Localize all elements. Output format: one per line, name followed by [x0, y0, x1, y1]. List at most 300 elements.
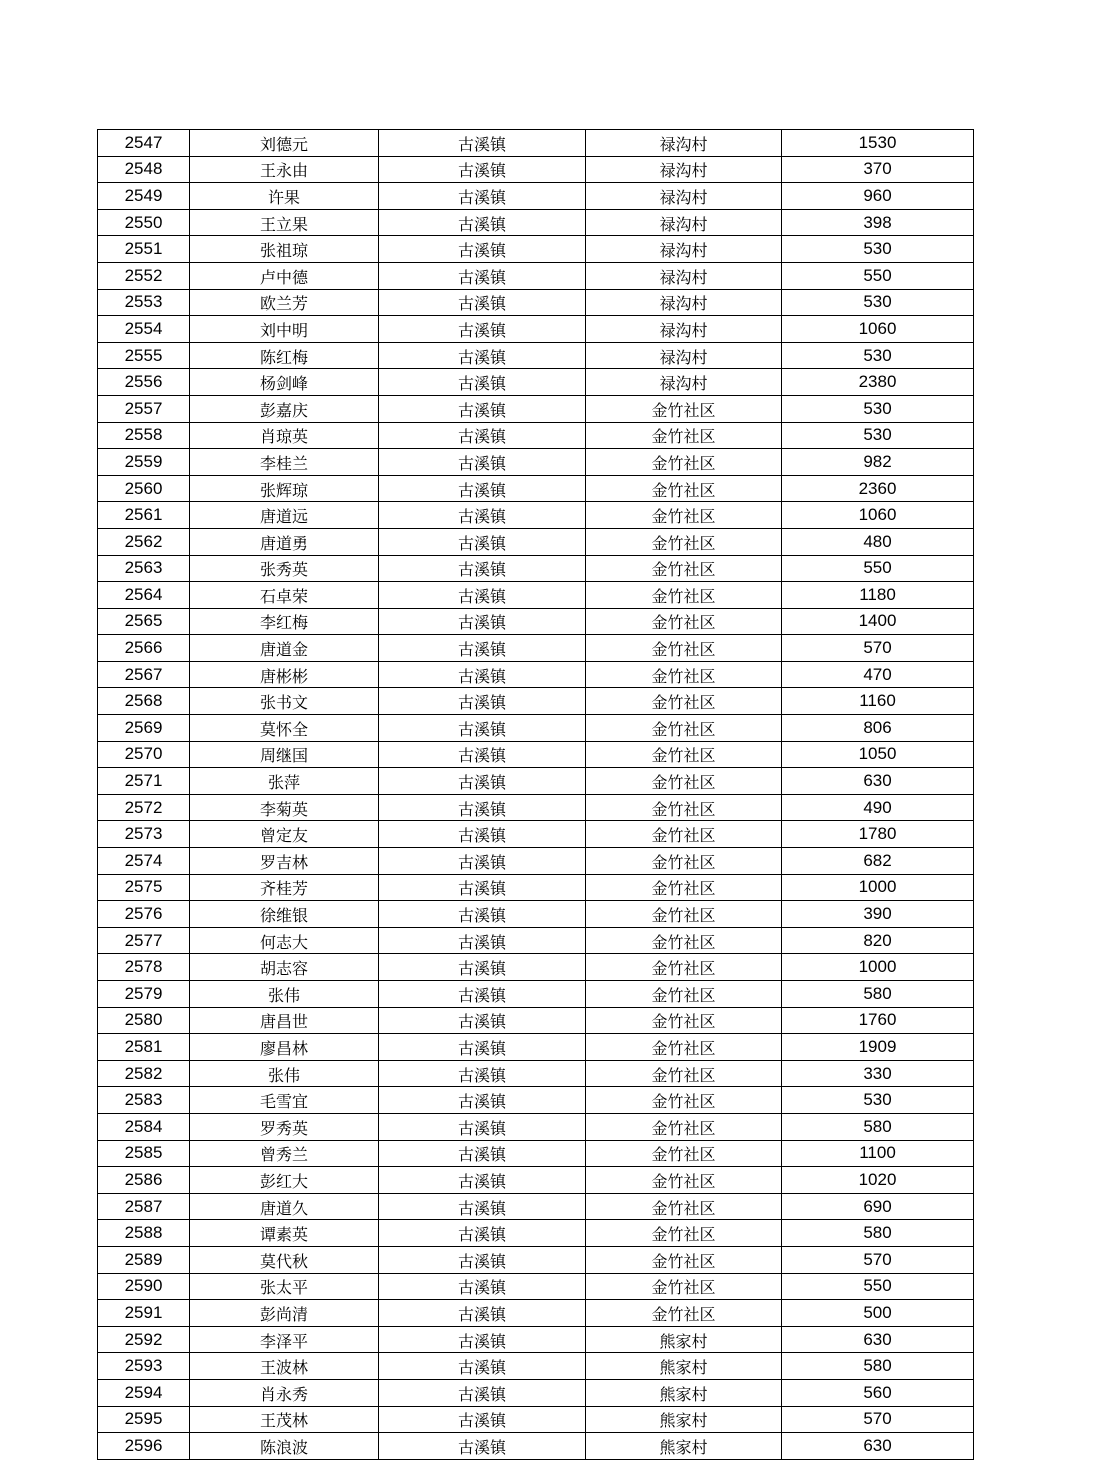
cell-village: 金竹社区 — [586, 1140, 782, 1167]
cell-town: 古溪镇 — [379, 715, 586, 742]
table-row — [98, 901, 974, 928]
cell-name: 罗秀英 — [190, 1113, 379, 1140]
cell-town: 古溪镇 — [379, 981, 586, 1008]
cell-town: 古溪镇 — [379, 156, 586, 183]
cell-amount: 1760 — [782, 1007, 974, 1034]
cell-id: 2555 — [98, 342, 190, 369]
cell-town: 古溪镇 — [379, 1273, 586, 1300]
cell-town: 古溪镇 — [379, 901, 586, 928]
table-row — [98, 1300, 974, 1327]
table-row — [98, 1007, 974, 1034]
table-row — [98, 768, 974, 795]
cell-name: 李泽平 — [190, 1326, 379, 1353]
cell-id: 2592 — [98, 1326, 190, 1353]
cell-id: 2575 — [98, 874, 190, 901]
cell-id: 2586 — [98, 1167, 190, 1194]
cell-amount: 530 — [782, 289, 974, 316]
table-row — [98, 608, 974, 635]
table-row — [98, 1379, 974, 1406]
cell-amount: 1000 — [782, 874, 974, 901]
cell-amount: 580 — [782, 1220, 974, 1247]
table-row — [98, 502, 974, 529]
cell-village: 金竹社区 — [586, 422, 782, 449]
table-row — [98, 289, 974, 316]
cell-id: 2547 — [98, 130, 190, 157]
table-row — [98, 1034, 974, 1061]
cell-village: 禄沟村 — [586, 262, 782, 289]
cell-amount: 820 — [782, 927, 974, 954]
cell-village: 金竹社区 — [586, 768, 782, 795]
cell-name: 曾定友 — [190, 821, 379, 848]
cell-village: 金竹社区 — [586, 1220, 782, 1247]
cell-name: 周继国 — [190, 741, 379, 768]
cell-name: 张太平 — [190, 1273, 379, 1300]
cell-village: 金竹社区 — [586, 661, 782, 688]
cell-id: 2566 — [98, 635, 190, 662]
cell-town: 古溪镇 — [379, 874, 586, 901]
cell-id: 2595 — [98, 1406, 190, 1433]
cell-town: 古溪镇 — [379, 1034, 586, 1061]
cell-town: 古溪镇 — [379, 289, 586, 316]
cell-amount: 1000 — [782, 954, 974, 981]
cell-name: 杨剑峰 — [190, 369, 379, 396]
cell-village: 金竹社区 — [586, 1007, 782, 1034]
cell-amount: 630 — [782, 1433, 974, 1460]
cell-village: 熊家村 — [586, 1326, 782, 1353]
cell-id: 2556 — [98, 369, 190, 396]
cell-name: 卢中德 — [190, 262, 379, 289]
cell-amount: 370 — [782, 156, 974, 183]
table-row — [98, 262, 974, 289]
cell-name: 胡志容 — [190, 954, 379, 981]
cell-name: 唐道勇 — [190, 528, 379, 555]
cell-id: 2581 — [98, 1034, 190, 1061]
table-row — [98, 1060, 974, 1087]
cell-town: 古溪镇 — [379, 528, 586, 555]
cell-name: 罗吉林 — [190, 848, 379, 875]
cell-amount: 806 — [782, 715, 974, 742]
cell-name: 肖琼英 — [190, 422, 379, 449]
cell-village: 金竹社区 — [586, 688, 782, 715]
cell-amount: 1060 — [782, 502, 974, 529]
cell-town: 古溪镇 — [379, 1353, 586, 1380]
cell-town: 古溪镇 — [379, 342, 586, 369]
table-row — [98, 1167, 974, 1194]
cell-amount: 1160 — [782, 688, 974, 715]
cell-name: 彭尚清 — [190, 1300, 379, 1327]
cell-village: 金竹社区 — [586, 1034, 782, 1061]
cell-village: 金竹社区 — [586, 874, 782, 901]
cell-town: 古溪镇 — [379, 1300, 586, 1327]
cell-id: 2562 — [98, 528, 190, 555]
cell-name: 陈浪波 — [190, 1433, 379, 1460]
cell-village: 禄沟村 — [586, 316, 782, 343]
cell-id: 2596 — [98, 1433, 190, 1460]
cell-town: 古溪镇 — [379, 661, 586, 688]
table-row — [98, 688, 974, 715]
cell-village: 熊家村 — [586, 1433, 782, 1460]
cell-id: 2568 — [98, 688, 190, 715]
cell-amount: 570 — [782, 635, 974, 662]
cell-id: 2557 — [98, 395, 190, 422]
cell-amount: 580 — [782, 1113, 974, 1140]
table-row — [98, 635, 974, 662]
cell-town: 古溪镇 — [379, 1113, 586, 1140]
cell-town: 古溪镇 — [379, 209, 586, 236]
cell-village: 禄沟村 — [586, 209, 782, 236]
cell-amount: 580 — [782, 1353, 974, 1380]
table-row — [98, 209, 974, 236]
table-row — [98, 981, 974, 1008]
cell-town: 古溪镇 — [379, 741, 586, 768]
cell-village: 熊家村 — [586, 1353, 782, 1380]
cell-town: 古溪镇 — [379, 1433, 586, 1460]
cell-name: 张伟 — [190, 981, 379, 1008]
table-row — [98, 661, 974, 688]
cell-village: 禄沟村 — [586, 369, 782, 396]
cell-id: 2572 — [98, 794, 190, 821]
cell-id: 2570 — [98, 741, 190, 768]
cell-id: 2578 — [98, 954, 190, 981]
cell-amount: 398 — [782, 209, 974, 236]
cell-name: 王立果 — [190, 209, 379, 236]
cell-amount: 630 — [782, 1326, 974, 1353]
cell-village: 金竹社区 — [586, 1087, 782, 1114]
cell-village: 金竹社区 — [586, 582, 782, 609]
cell-name: 许果 — [190, 183, 379, 210]
table-row — [98, 1193, 974, 1220]
cell-id: 2573 — [98, 821, 190, 848]
cell-town: 古溪镇 — [379, 848, 586, 875]
table-row — [98, 528, 974, 555]
cell-id: 2594 — [98, 1379, 190, 1406]
cell-village: 禄沟村 — [586, 289, 782, 316]
cell-town: 古溪镇 — [379, 927, 586, 954]
cell-town: 古溪镇 — [379, 1379, 586, 1406]
table-row — [98, 927, 974, 954]
cell-village: 金竹社区 — [586, 1300, 782, 1327]
cell-name: 彭红大 — [190, 1167, 379, 1194]
cell-town: 古溪镇 — [379, 1087, 586, 1114]
cell-village: 金竹社区 — [586, 1193, 782, 1220]
cell-name: 肖永秀 — [190, 1379, 379, 1406]
cell-amount: 550 — [782, 1273, 974, 1300]
table-row — [98, 342, 974, 369]
cell-village: 金竹社区 — [586, 555, 782, 582]
cell-name: 唐彬彬 — [190, 661, 379, 688]
table-body — [98, 130, 974, 1460]
cell-town: 古溪镇 — [379, 502, 586, 529]
cell-name: 张萍 — [190, 768, 379, 795]
table-row — [98, 369, 974, 396]
cell-id: 2588 — [98, 1220, 190, 1247]
cell-name: 李红梅 — [190, 608, 379, 635]
cell-id: 2584 — [98, 1113, 190, 1140]
cell-name: 刘中明 — [190, 316, 379, 343]
cell-town: 古溪镇 — [379, 1167, 586, 1194]
cell-amount: 982 — [782, 449, 974, 476]
cell-id: 2574 — [98, 848, 190, 875]
cell-village: 金竹社区 — [586, 1273, 782, 1300]
table-row — [98, 555, 974, 582]
cell-village: 金竹社区 — [586, 741, 782, 768]
cell-name: 李菊英 — [190, 794, 379, 821]
cell-town: 古溪镇 — [379, 422, 586, 449]
table-row — [98, 475, 974, 502]
cell-id: 2554 — [98, 316, 190, 343]
cell-town: 古溪镇 — [379, 688, 586, 715]
cell-amount: 682 — [782, 848, 974, 875]
cell-id: 2565 — [98, 608, 190, 635]
cell-id: 2552 — [98, 262, 190, 289]
cell-name: 张书文 — [190, 688, 379, 715]
cell-name: 张辉琼 — [190, 475, 379, 502]
cell-amount: 1050 — [782, 741, 974, 768]
cell-amount: 630 — [782, 768, 974, 795]
cell-id: 2550 — [98, 209, 190, 236]
cell-town: 古溪镇 — [379, 608, 586, 635]
cell-name: 唐昌世 — [190, 1007, 379, 1034]
cell-town: 古溪镇 — [379, 555, 586, 582]
cell-id: 2560 — [98, 475, 190, 502]
cell-town: 古溪镇 — [379, 395, 586, 422]
data-table — [97, 129, 974, 1460]
cell-name: 廖昌林 — [190, 1034, 379, 1061]
table-row — [98, 1087, 974, 1114]
cell-id: 2583 — [98, 1087, 190, 1114]
cell-amount: 1909 — [782, 1034, 974, 1061]
table-row — [98, 1113, 974, 1140]
cell-village: 禄沟村 — [586, 342, 782, 369]
cell-id: 2587 — [98, 1193, 190, 1220]
table-row — [98, 316, 974, 343]
cell-town: 古溪镇 — [379, 1220, 586, 1247]
cell-amount: 390 — [782, 901, 974, 928]
cell-name: 王永由 — [190, 156, 379, 183]
cell-town: 古溪镇 — [379, 236, 586, 263]
table-row — [98, 1246, 974, 1273]
table-row — [98, 741, 974, 768]
cell-village: 金竹社区 — [586, 981, 782, 1008]
cell-id: 2553 — [98, 289, 190, 316]
table-row — [98, 236, 974, 263]
table-row — [98, 1433, 974, 1460]
cell-id: 2559 — [98, 449, 190, 476]
cell-town: 古溪镇 — [379, 316, 586, 343]
cell-village: 金竹社区 — [586, 954, 782, 981]
cell-village: 禄沟村 — [586, 183, 782, 210]
cell-amount: 1060 — [782, 316, 974, 343]
cell-name: 王茂林 — [190, 1406, 379, 1433]
cell-village: 金竹社区 — [586, 927, 782, 954]
cell-village: 熊家村 — [586, 1406, 782, 1433]
cell-town: 古溪镇 — [379, 183, 586, 210]
table-row — [98, 1140, 974, 1167]
cell-name: 莫代秋 — [190, 1246, 379, 1273]
cell-town: 古溪镇 — [379, 1406, 586, 1433]
cell-town: 古溪镇 — [379, 794, 586, 821]
cell-amount: 560 — [782, 1379, 974, 1406]
cell-town: 古溪镇 — [379, 1060, 586, 1087]
cell-name: 欧兰芳 — [190, 289, 379, 316]
cell-amount: 1400 — [782, 608, 974, 635]
table-row — [98, 1353, 974, 1380]
cell-amount: 330 — [782, 1060, 974, 1087]
table-row — [98, 848, 974, 875]
table-row — [98, 582, 974, 609]
cell-id: 2579 — [98, 981, 190, 1008]
table-row — [98, 422, 974, 449]
cell-town: 古溪镇 — [379, 821, 586, 848]
cell-amount: 470 — [782, 661, 974, 688]
cell-village: 金竹社区 — [586, 1246, 782, 1273]
cell-id: 2585 — [98, 1140, 190, 1167]
cell-town: 古溪镇 — [379, 954, 586, 981]
cell-village: 禄沟村 — [586, 156, 782, 183]
cell-village: 金竹社区 — [586, 794, 782, 821]
cell-id: 2549 — [98, 183, 190, 210]
cell-name: 唐道久 — [190, 1193, 379, 1220]
cell-name: 彭嘉庆 — [190, 395, 379, 422]
table-row — [98, 156, 974, 183]
table-row — [98, 715, 974, 742]
table-row — [98, 1326, 974, 1353]
cell-town: 古溪镇 — [379, 1007, 586, 1034]
cell-amount: 2360 — [782, 475, 974, 502]
cell-id: 2561 — [98, 502, 190, 529]
table-row — [98, 794, 974, 821]
cell-name: 徐维银 — [190, 901, 379, 928]
table-row — [98, 954, 974, 981]
cell-id: 2591 — [98, 1300, 190, 1327]
cell-village: 金竹社区 — [586, 715, 782, 742]
cell-name: 齐桂芳 — [190, 874, 379, 901]
cell-amount: 490 — [782, 794, 974, 821]
table-row — [98, 1220, 974, 1247]
cell-amount: 570 — [782, 1246, 974, 1273]
cell-amount: 1020 — [782, 1167, 974, 1194]
cell-amount: 500 — [782, 1300, 974, 1327]
cell-id: 2576 — [98, 901, 190, 928]
cell-amount: 550 — [782, 262, 974, 289]
cell-amount: 480 — [782, 528, 974, 555]
table-row — [98, 874, 974, 901]
table-row — [98, 395, 974, 422]
cell-town: 古溪镇 — [379, 768, 586, 795]
cell-id: 2563 — [98, 555, 190, 582]
cell-town: 古溪镇 — [379, 1140, 586, 1167]
cell-id: 2582 — [98, 1060, 190, 1087]
cell-id: 2569 — [98, 715, 190, 742]
cell-village: 金竹社区 — [586, 475, 782, 502]
cell-amount: 960 — [782, 183, 974, 210]
cell-village: 金竹社区 — [586, 502, 782, 529]
cell-village: 金竹社区 — [586, 395, 782, 422]
cell-name: 曾秀兰 — [190, 1140, 379, 1167]
cell-town: 古溪镇 — [379, 262, 586, 289]
cell-amount: 570 — [782, 1406, 974, 1433]
cell-name: 唐道远 — [190, 502, 379, 529]
cell-name: 王波林 — [190, 1353, 379, 1380]
cell-town: 古溪镇 — [379, 130, 586, 157]
cell-village: 金竹社区 — [586, 848, 782, 875]
cell-town: 古溪镇 — [379, 635, 586, 662]
cell-amount: 1180 — [782, 582, 974, 609]
cell-id: 2564 — [98, 582, 190, 609]
cell-amount: 530 — [782, 395, 974, 422]
cell-amount: 1780 — [782, 821, 974, 848]
cell-name: 张秀英 — [190, 555, 379, 582]
cell-town: 古溪镇 — [379, 582, 586, 609]
cell-name: 何志大 — [190, 927, 379, 954]
table-row — [98, 1273, 974, 1300]
cell-name: 陈红梅 — [190, 342, 379, 369]
cell-id: 2567 — [98, 661, 190, 688]
cell-village: 禄沟村 — [586, 130, 782, 157]
cell-amount: 1530 — [782, 130, 974, 157]
cell-name: 石卓荣 — [190, 582, 379, 609]
cell-village: 金竹社区 — [586, 901, 782, 928]
cell-id: 2593 — [98, 1353, 190, 1380]
cell-id: 2558 — [98, 422, 190, 449]
cell-id: 2590 — [98, 1273, 190, 1300]
table-row — [98, 130, 974, 157]
cell-name: 莫怀全 — [190, 715, 379, 742]
cell-village: 金竹社区 — [586, 1113, 782, 1140]
cell-id: 2589 — [98, 1246, 190, 1273]
cell-name: 毛雪宜 — [190, 1087, 379, 1114]
cell-village: 金竹社区 — [586, 821, 782, 848]
cell-village: 熊家村 — [586, 1379, 782, 1406]
cell-town: 古溪镇 — [379, 1246, 586, 1273]
cell-amount: 530 — [782, 1087, 974, 1114]
table-row — [98, 449, 974, 476]
cell-id: 2571 — [98, 768, 190, 795]
cell-id: 2551 — [98, 236, 190, 263]
cell-name: 李桂兰 — [190, 449, 379, 476]
table-row — [98, 821, 974, 848]
cell-town: 古溪镇 — [379, 1193, 586, 1220]
cell-amount: 2380 — [782, 369, 974, 396]
cell-name: 刘德元 — [190, 130, 379, 157]
cell-id: 2580 — [98, 1007, 190, 1034]
cell-village: 金竹社区 — [586, 1167, 782, 1194]
cell-village: 金竹社区 — [586, 608, 782, 635]
cell-village: 金竹社区 — [586, 1060, 782, 1087]
cell-name: 唐道金 — [190, 635, 379, 662]
cell-village: 金竹社区 — [586, 449, 782, 476]
cell-town: 古溪镇 — [379, 1326, 586, 1353]
cell-amount: 1100 — [782, 1140, 974, 1167]
cell-town: 古溪镇 — [379, 369, 586, 396]
cell-village: 禄沟村 — [586, 236, 782, 263]
cell-name: 张伟 — [190, 1060, 379, 1087]
cell-amount: 550 — [782, 555, 974, 582]
cell-town: 古溪镇 — [379, 449, 586, 476]
cell-name: 张祖琼 — [190, 236, 379, 263]
cell-village: 金竹社区 — [586, 528, 782, 555]
cell-amount: 530 — [782, 342, 974, 369]
cell-id: 2548 — [98, 156, 190, 183]
cell-amount: 530 — [782, 236, 974, 263]
cell-name: 谭素英 — [190, 1220, 379, 1247]
cell-village: 金竹社区 — [586, 635, 782, 662]
cell-amount: 580 — [782, 981, 974, 1008]
table-row — [98, 183, 974, 210]
cell-town: 古溪镇 — [379, 475, 586, 502]
cell-amount: 530 — [782, 422, 974, 449]
cell-id: 2577 — [98, 927, 190, 954]
